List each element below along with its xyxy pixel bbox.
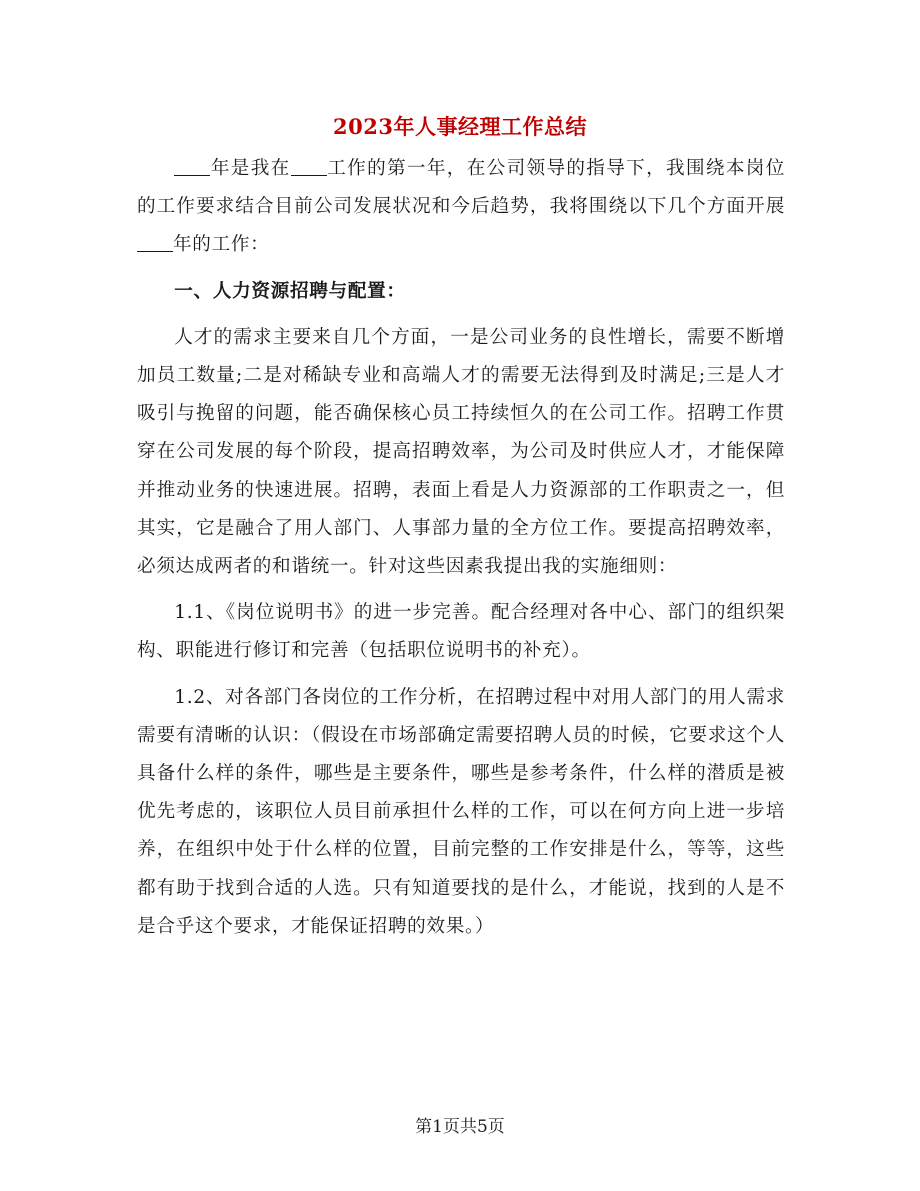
intro-paragraph (137, 150, 785, 265)
document-body (137, 150, 785, 946)
item-1-2: 1.2、对各部门各岗位的工作分析，在招聘过程中对用人部门的用人需求需要有清晰的认识：（假设在市场部确定需要招聘人员的时候，它要求这个人具备什么样的条件，哪些是主要条件，哪些是参考条件，什么样的潜质是被优先考虑的，该职位人员目前承担什么样的工作，可以在何方向上进一步培养，在组织中处于什么样的位置，目前完整的工作安排是什么，等等，这些都有助于找到合适的人选。只有知道要找的是什么，才能说，找到的人是不是合乎这个要求，才能保证招聘的效果。） (137, 686, 785, 937)
fill-blank (291, 156, 327, 176)
document-title: 2023年人事经理工作总结 (333, 114, 587, 139)
section-paragraph-recruitment: 人才的需求主要来自几个方面，一是公司业务的良性增长，需要不断增加员工数量;二是对稀缺专业和高端人才的需要无法得到及时满足;三是人才吸引与挽留的问题，能否确保核心员工持续恒久的在公司工作。招聘工作贯穿在公司发展的每个阶段，提高招聘效率，为公司及时供应人才，才能保障并推动业务的快速进展。招聘，表面上看是人力资源部的工作职责之一，但其实，它是融合了用人部门、人事部力量的全方位工作。要提高招聘效率，必须达成两者的和谐统一。针对这些因素我提出我的实施细则： (137, 326, 785, 578)
intro-text-2: 工作的第一年，在公司领导的指导下，我围绕本岗位的工作要求结合目前公司发展状况和今后趋势，我将围绕以下几个方面开展 (137, 158, 785, 218)
intro-text-1: 年是我在 (210, 158, 291, 179)
page-indicator: 第1页共5页 (415, 1117, 505, 1137)
item-1-1: 1.1、《岗位说明书》的进一步完善。配合经理对各中心、部门的组织架构、职能进行修订和完善（包括职位说明书的补充）。 (137, 602, 785, 662)
section-heading-recruitment: 一、人力资源招聘与配置： (174, 280, 406, 302)
fill-blank (137, 233, 173, 253)
intro-text-3: 年的工作： (173, 234, 270, 256)
fill-blank (174, 156, 210, 176)
